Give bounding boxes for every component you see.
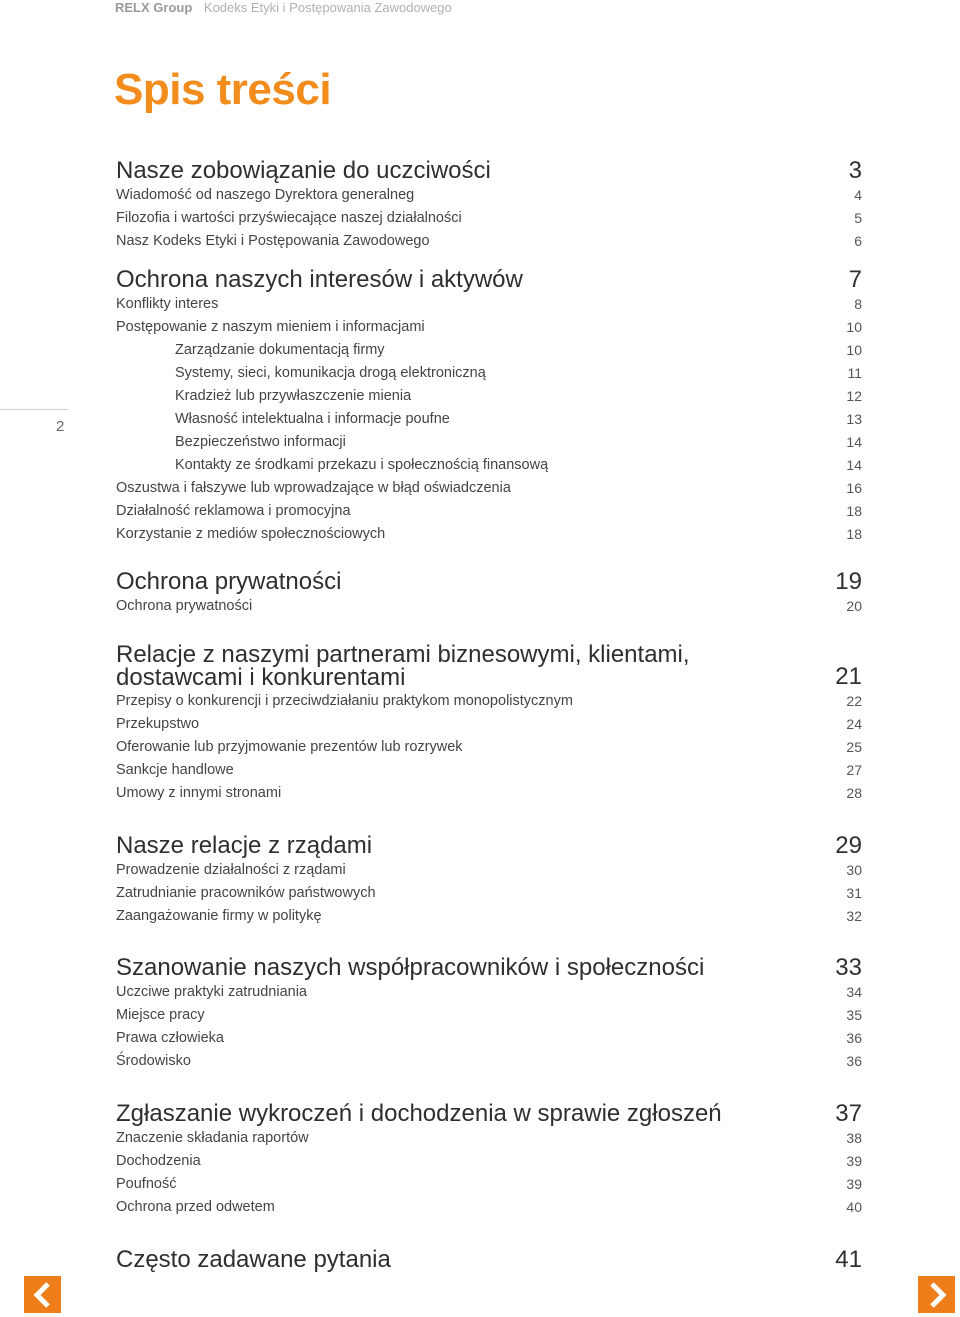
toc-section-title: Nasze relacje z rządami bbox=[116, 832, 373, 859]
toc-entry[interactable] bbox=[116, 980, 862, 1003]
toc-entry-page: 14 bbox=[846, 456, 862, 473]
next-page-button[interactable] bbox=[918, 1276, 955, 1313]
toc-entry-page: 13 bbox=[846, 410, 862, 427]
toc-entry[interactable] bbox=[116, 689, 862, 712]
toc-entry-page: 38 bbox=[846, 1129, 862, 1146]
toc-entry[interactable] bbox=[116, 338, 862, 361]
toc-section-heading[interactable] bbox=[116, 804, 862, 858]
toc-entry-label: Bezpieczeństwo informacji bbox=[175, 433, 346, 450]
toc-entry-page: 18 bbox=[846, 525, 862, 542]
toc-section-title: Ochrona prywatności bbox=[116, 568, 342, 595]
toc-entry[interactable] bbox=[116, 1126, 862, 1149]
document-header bbox=[115, 0, 452, 16]
toc-entry-page: 36 bbox=[846, 1029, 862, 1046]
toc-entry[interactable] bbox=[116, 881, 862, 904]
toc-entry-label: Kradzież lub przywłaszczenie mienia bbox=[175, 387, 412, 404]
toc-entry[interactable] bbox=[116, 758, 862, 781]
toc-section-title: Nasze zobowiązanie do uczciwości bbox=[116, 157, 491, 184]
toc-entry-page: 8 bbox=[854, 295, 862, 312]
toc-entry[interactable] bbox=[116, 229, 862, 252]
toc-entry-label: Umowy z innymi stronami bbox=[116, 784, 282, 801]
toc-entry[interactable] bbox=[116, 499, 862, 522]
toc-entry[interactable] bbox=[116, 430, 862, 453]
toc-entry-page: 35 bbox=[846, 1006, 862, 1023]
toc-entry[interactable] bbox=[116, 1149, 862, 1172]
toc-section-heading[interactable] bbox=[116, 252, 862, 292]
toc-entry-label: Oszustwa i fałszywe lub wprowadzające w błąd oświadczenia bbox=[116, 479, 511, 496]
toc-entry[interactable] bbox=[116, 407, 862, 430]
table-of-contents bbox=[116, 150, 862, 1272]
toc-entry[interactable] bbox=[116, 292, 862, 315]
toc-entry[interactable] bbox=[116, 522, 862, 545]
toc-entry[interactable] bbox=[116, 476, 862, 499]
toc-entry[interactable] bbox=[116, 1003, 862, 1026]
toc-entry-page: 14 bbox=[846, 433, 862, 450]
toc-entry-label: Miejsce pracy bbox=[116, 1006, 205, 1023]
toc-entry-label: Działalność reklamowa i promocyjna bbox=[116, 502, 351, 519]
toc-entry[interactable] bbox=[116, 858, 862, 881]
toc-entry-label: Znaczenie składania raportów bbox=[116, 1129, 309, 1146]
toc-section-title: Zgłaszanie wykroczeń i dochodzenia w sprawie zgłoszeń bbox=[116, 1100, 722, 1127]
toc-entry-label: Zarządzanie dokumentacją firmy bbox=[175, 341, 385, 358]
toc-section-page: 41 bbox=[835, 1246, 862, 1273]
toc-entry[interactable] bbox=[116, 712, 862, 735]
toc-entry-page: 32 bbox=[846, 907, 862, 924]
toc-section-heading[interactable] bbox=[116, 1072, 862, 1126]
toc-section-heading[interactable] bbox=[116, 150, 862, 183]
toc-entry-label: Ochrona przed odwetem bbox=[116, 1198, 275, 1215]
toc-entry-label: Oferowanie lub przyjmowanie prezentów lub rozrywek bbox=[116, 738, 463, 755]
toc-entry-page: 6 bbox=[854, 232, 862, 249]
toc-entry-label: Ochrona prywatności bbox=[116, 597, 253, 614]
toc-entry-page: 10 bbox=[846, 318, 862, 335]
toc-entry-label: Dochodzenia bbox=[116, 1152, 201, 1169]
toc-section-title-line: Relacje z naszymi partnerami biznesowymi, klientami, bbox=[116, 641, 690, 668]
toc-entry-page: 40 bbox=[846, 1198, 862, 1215]
toc-entry-page: 30 bbox=[846, 861, 862, 878]
toc-entry-label: Kontakty ze środkami przekazu i społecznością finansową bbox=[175, 456, 549, 473]
toc-entry-label: Nasz Kodeks Etyki i Postępowania Zawodowego bbox=[116, 232, 430, 249]
toc-entry-label: Wiadomość od naszego Dyrektora generalneg bbox=[116, 186, 415, 203]
toc-entry-page: 39 bbox=[846, 1175, 862, 1192]
toc-entry-page: 18 bbox=[846, 502, 862, 519]
toc-section-heading[interactable] bbox=[116, 617, 862, 689]
brand-name: RELX Group bbox=[115, 0, 193, 15]
toc-section-page: 19 bbox=[835, 568, 862, 595]
toc-entry-label: Korzystanie z mediów społecznościowych bbox=[116, 525, 386, 542]
toc-entry-label: Prowadzenie działalności z rządami bbox=[116, 861, 346, 878]
toc-section-heading[interactable] bbox=[116, 545, 862, 594]
chevron-left-icon bbox=[32, 1282, 54, 1308]
side-divider bbox=[0, 409, 68, 410]
toc-entry[interactable] bbox=[116, 781, 862, 804]
toc-entry[interactable] bbox=[116, 453, 862, 476]
toc-entry[interactable] bbox=[116, 1195, 862, 1218]
toc-entry-page: 5 bbox=[854, 209, 862, 226]
toc-entry-page: 10 bbox=[846, 341, 862, 358]
toc-section-heading[interactable] bbox=[116, 1218, 862, 1272]
toc-entry-label: Uczciwe praktyki zatrudniania bbox=[116, 983, 307, 1000]
toc-entry-page: 25 bbox=[846, 738, 862, 755]
toc-entry[interactable] bbox=[116, 1026, 862, 1049]
toc-entry[interactable] bbox=[116, 206, 862, 229]
toc-entry-page: 20 bbox=[846, 597, 862, 614]
toc-section-heading[interactable] bbox=[116, 927, 862, 980]
toc-entry-label: Przepisy o konkurencji i przeciwdziałaniu praktykom monopolistycznym bbox=[116, 692, 573, 709]
toc-entry[interactable] bbox=[116, 183, 862, 206]
document-subtitle: Kodeks Etyki i Postępowania Zawodowego bbox=[203, 0, 452, 15]
toc-section-page: 21 bbox=[835, 663, 862, 690]
toc-entry-page: 39 bbox=[846, 1152, 862, 1169]
toc-entry-page: 11 bbox=[847, 364, 862, 381]
toc-entry-label: Zatrudnianie pracowników państwowych bbox=[116, 884, 376, 901]
toc-section-page: 29 bbox=[835, 832, 862, 859]
toc-section-page: 33 bbox=[835, 954, 862, 981]
toc-section-title bbox=[116, 643, 690, 689]
toc-entry[interactable] bbox=[116, 384, 862, 407]
toc-entry-page: 34 bbox=[846, 983, 862, 1000]
toc-entry-label: Sankcje handlowe bbox=[116, 761, 234, 778]
toc-entry-page: 22 bbox=[846, 692, 862, 709]
toc-entry-label: Środowisko bbox=[116, 1052, 191, 1069]
toc-section-page: 37 bbox=[835, 1100, 862, 1127]
toc-entry[interactable] bbox=[116, 1049, 862, 1072]
toc-entry-label: Filozofia i wartości przyświecające naszej działalności bbox=[116, 209, 462, 226]
toc-section-page: 7 bbox=[848, 266, 862, 293]
toc-section-page: 3 bbox=[848, 157, 862, 184]
chevron-right-icon bbox=[926, 1282, 948, 1308]
toc-entry-page: 28 bbox=[846, 784, 862, 801]
toc-entry-page: 4 bbox=[854, 186, 862, 203]
toc-entry-label: Postępowanie z naszym mieniem i informacjami bbox=[116, 318, 425, 335]
toc-entry[interactable] bbox=[116, 735, 862, 758]
toc-entry-label: Konflikty interes bbox=[116, 295, 219, 312]
toc-entry-page: 16 bbox=[846, 479, 862, 496]
toc-section-title: Szanowanie naszych współpracowników i społeczności bbox=[116, 954, 705, 981]
toc-entry[interactable] bbox=[116, 315, 862, 338]
toc-entry[interactable] bbox=[116, 1172, 862, 1195]
toc-section-title: Często zadawane pytania bbox=[116, 1246, 391, 1273]
toc-entry-page: 27 bbox=[846, 761, 862, 778]
toc-entry[interactable] bbox=[116, 594, 862, 617]
toc-entry-label: Własność intelektualna i informacje poufne bbox=[175, 410, 450, 427]
toc-entry-page: 24 bbox=[846, 715, 862, 732]
toc-section-title: Ochrona naszych interesów i aktywów bbox=[116, 266, 523, 293]
page-title: Spis treści bbox=[114, 65, 332, 114]
toc-entry-page: 31 bbox=[846, 884, 862, 901]
previous-page-button[interactable] bbox=[24, 1276, 61, 1313]
toc-entry[interactable] bbox=[116, 904, 862, 927]
toc-entry-label: Przekupstwo bbox=[116, 715, 200, 732]
side-page-number: 2 bbox=[56, 418, 65, 435]
toc-entry[interactable] bbox=[116, 361, 862, 384]
toc-entry-page: 12 bbox=[846, 387, 862, 404]
toc-entry-page: 36 bbox=[846, 1052, 862, 1069]
toc-entry-label: Systemy, sieci, komunikacja drogą elektroniczną bbox=[175, 364, 486, 381]
toc-entry-label: Poufność bbox=[116, 1175, 177, 1192]
toc-entry-label: Zaangażowanie firmy w politykę bbox=[116, 907, 322, 924]
toc-section-title-line: dostawcami i konkurentami bbox=[116, 664, 406, 691]
toc-entry-label: Prawa człowieka bbox=[116, 1029, 224, 1046]
